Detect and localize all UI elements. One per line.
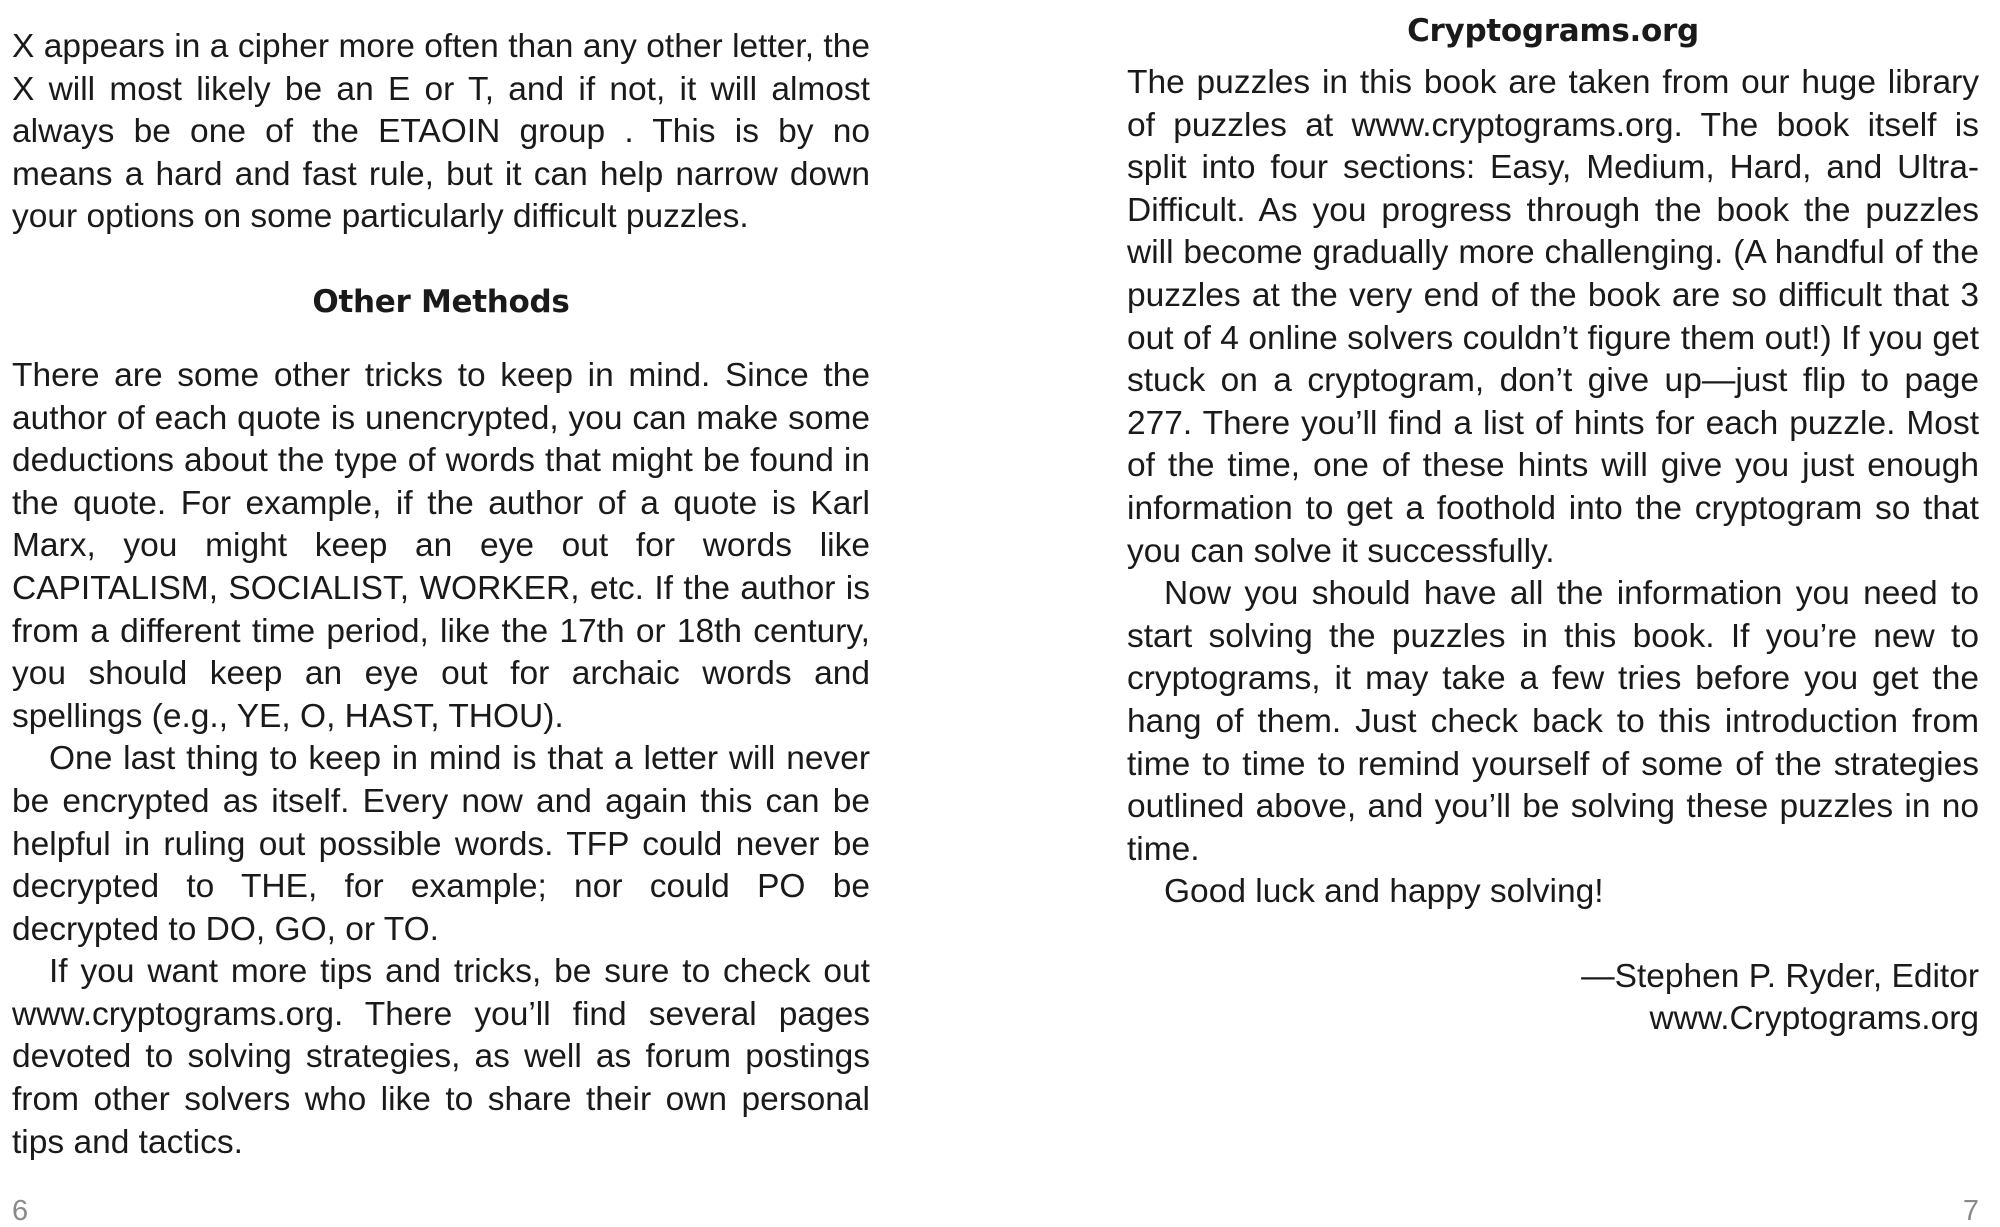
continued-paragraph: X appears in a cipher more often than any other letter, the X will most likely be an E or T, and if not, it will almost always be one of the ETAOIN group . This is by no means a hard and fast rule, but it can help narrow down your options on some particularly difficult puzzles. bbox=[12, 28, 870, 236]
paragraph-letter-never-itself: One last thing to keep in mind is that a letter will never be encrypted as itself. Every now and again this can be helpful in ruling out possible words. TFP could never be decrypted to THE, for example; nor could PO be decrypted to DO, GO, or TO. bbox=[12, 740, 870, 948]
right-page-text-column bbox=[1127, 10, 1979, 1041]
editor-name: —Stephen P. Ryder, Editor bbox=[1581, 957, 1979, 995]
right-page bbox=[1127, 0, 1979, 1227]
left-page-text-column bbox=[12, 26, 870, 1164]
paragraph-good-luck: Good luck and happy solving! bbox=[1164, 873, 1604, 911]
paragraph-start-solving: Now you should have all the information you need to start solving the puzzles in this book. If you’re new to cryptograms, it may take a few tries before you get the hang of them. Just check back to this introduction from time to time to remind yourself of some of the strategies outlined above, and you’ll be solving these puzzles in no time. bbox=[1127, 575, 1979, 868]
page-number-left: 6 bbox=[12, 1195, 29, 1227]
page-number-right: 7 bbox=[1962, 1195, 1979, 1227]
editor-website: www.Cryptograms.org bbox=[1649, 1000, 1979, 1038]
section-heading-cryptograms-org: Cryptograms.org bbox=[1407, 13, 1699, 49]
section-heading-other-methods: Other Methods bbox=[312, 283, 570, 320]
paragraph-author-deductions: There are some other tricks to keep in mind. Since the author of each quote is unencrypted, you can make some deductions about the type of words that might be found in the quote. For example, if the author of a quote is Karl Marx, you might keep an eye out for words like CAPITALISM, SOCIALIST, WORKER, etc. If the author is from a different time period, like the 17th or 18th century, you should keep an eye out for archaic words and spellings (e.g., YE, O, HAST, THOU). bbox=[12, 356, 870, 735]
left-page bbox=[12, 0, 870, 1227]
paragraph-more-tips: If you want more tips and tricks, be sure to check out www.cryptograms.org. There you’ll find several pages devoted to solving strategies, as well as forum postings from other solvers who like to share their own personal tips and tactics. bbox=[12, 953, 870, 1161]
paragraph-book-sections: The puzzles in this book are taken from our huge library of puzzles at www.cryptograms.org. The book itself is split into four sections: Easy, Medium, Hard, and Ultra-Difficult. As you progress through the book the puzzles will become gradually more challenging. (A handful of the puzzles at the very end of the book are so difficult that 3 out of 4 online solvers couldn’t figure them out!) If you get stuck on a cryptogram, don’t give up—just flip to page 277. There you’ll find a list of hints for each puzzle. Most of the time, one of these hints will give you just enough information to get a foothold into the cryptogram so that you can solve it successfully. bbox=[1127, 64, 1979, 570]
editor-signature bbox=[1127, 956, 1979, 1041]
